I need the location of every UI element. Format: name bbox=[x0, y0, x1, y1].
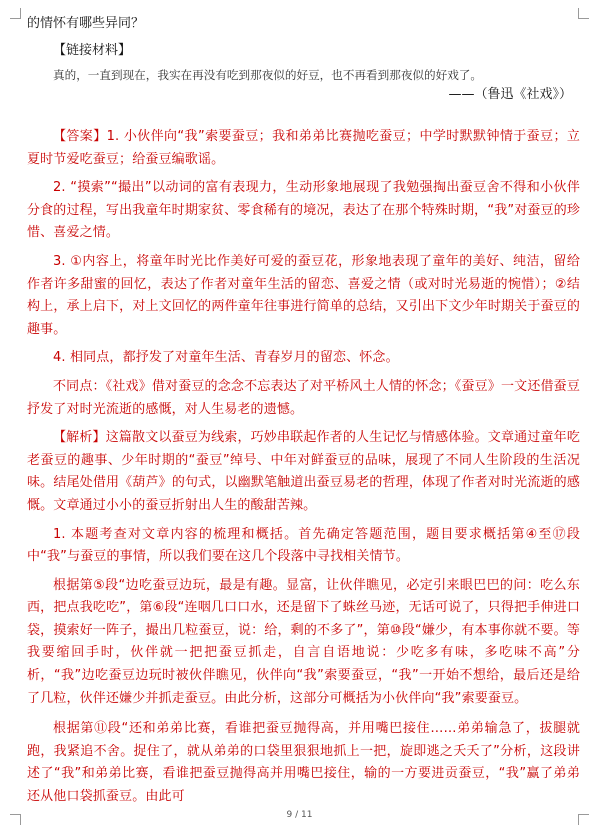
crop-mark-top-left bbox=[10, 8, 21, 19]
analysis-paragraph-2: 根据第⑤段“边吃蚕豆边玩，最是有趣。显富，让伙伴瞧见，必定引来眼巴巴的问：吃么东西，把点我吃吃”，第⑥段“连咽几口口水，还是留下了蛛丝马迹，无话可说了，只得把手伸进口袋，摸索好一阵子，撮出几粒蚕豆，说：给，剩的不多了”，第⑩段“嫌少，有本事你就不要。等我要缩回手时，伙伴就一把把蚕豆抓走，自言自语地说：少吃多有味，多吃味不高”分析，“我”边吃蚕豆边玩时被伙伴瞧见，伙伴向“我”索要蚕豆，“我”一开始不想给，最后还是给了几粒，伙伴还嫌少并抓走蚕豆。由此分析，这部分可概括为小伙伴向“我”索要蚕豆。 bbox=[27, 577, 580, 706]
analysis-intro: 【解析】这篇散文以蚕豆为线索，巧妙串联起作者的人生记忆与情感体验。文章通过童年吃老蚕豆的趣事、少年时期的“蚕豆”绰号、中年对鲜蚕豆的品味，展现了不同人生阶段的生活况味。结尾处借用《葫芦》的句式，以幽默笔触道出蚕豆易老的哲理，体现了作者对时光流逝的感慨。文章通过小小的蚕豆折射出人生的酸甜苦辣。 bbox=[27, 430, 580, 513]
answer-paragraph-5: 不同点：《社戏》借对蚕豆的念念不忘表达了对平桥风土人情的怀念；《蚕豆》一文还借蚕豆抒发了对时光流逝的感慨，对人生易老的遗憾。 bbox=[27, 378, 580, 417]
link-material-source: ——（鲁迅《社戏》） bbox=[448, 87, 572, 102]
analysis-paragraph-3: 根据第⑪段“还和弟弟比赛，看谁把蚕豆抛得高，并用嘴巴接住……弟弟输急了，拔腿就跑，我紧追不舍。捉住了，就从弟弟的口袋里狠狠地抓上一把，旋即逃之夭夭了”分析，这段讲述了“我”和弟弟比赛，看谁把蚕豆抛得高并用嘴巴接住，输的一方要进贡蚕豆，“我”赢了弟弟还从他口袋抓蚕豆。由此可 bbox=[27, 721, 580, 805]
link-material-quote: 真的，一直到现在，我实在再没有吃到那夜似的好豆，也不再看到那夜似的好戏了。 bbox=[53, 68, 482, 82]
answer-paragraph-3: 3. ①内容上，将童年时光比作美好可爱的蚕豆花，形象地表现了童年的美好、纯洁，留给作者许多甜蜜的回忆，表达了作者对童年生活的留恋、喜爱之情（或对时光易逝的惋惜）；②结构上，承上启下，对上文回忆的两件童年往事进行简单的总结，又引出下文少年时期关于蚕豆的趣事。 bbox=[27, 253, 580, 337]
question-tail: 的情怀有哪些异同？ bbox=[27, 16, 145, 31]
analysis-paragraph-1: 1. 本题考查对文章内容的梳理和概括。首先确定答题范围，题目要求概括第④至⑰段中“我”与蚕豆的事情，所以我们要在这几个段落中寻找相关情节。 bbox=[27, 526, 580, 565]
answer-paragraph-4: 4. 相同点，都抒发了对童年生活、青春岁月的留恋、怀念。 bbox=[53, 350, 399, 366]
document-body bbox=[27, 14, 580, 809]
page-number: 9 / 11 bbox=[286, 810, 313, 820]
link-material-heading: 【链接材料】 bbox=[53, 43, 132, 58]
answer-paragraph-2: 2. “摸索”“撮出”以动词的富有表现力，生动形象地展现了我勉强掏出蚕豆舍不得和小伙伴分食的过程，写出我童年时期家贫、零食稀有的境况，表达了在那个特殊时期，“我”对蚕豆的珍惜、喜爱之情。 bbox=[27, 180, 580, 241]
answer-paragraph-1: 【答案】1. 小伙伴向“我”索要蚕豆；我和弟弟比赛抛吃蚕豆；中学时默默钟情于蚕豆；立夏时节爱吃蚕豆；给蚕豆编歌谣。 bbox=[27, 129, 580, 167]
